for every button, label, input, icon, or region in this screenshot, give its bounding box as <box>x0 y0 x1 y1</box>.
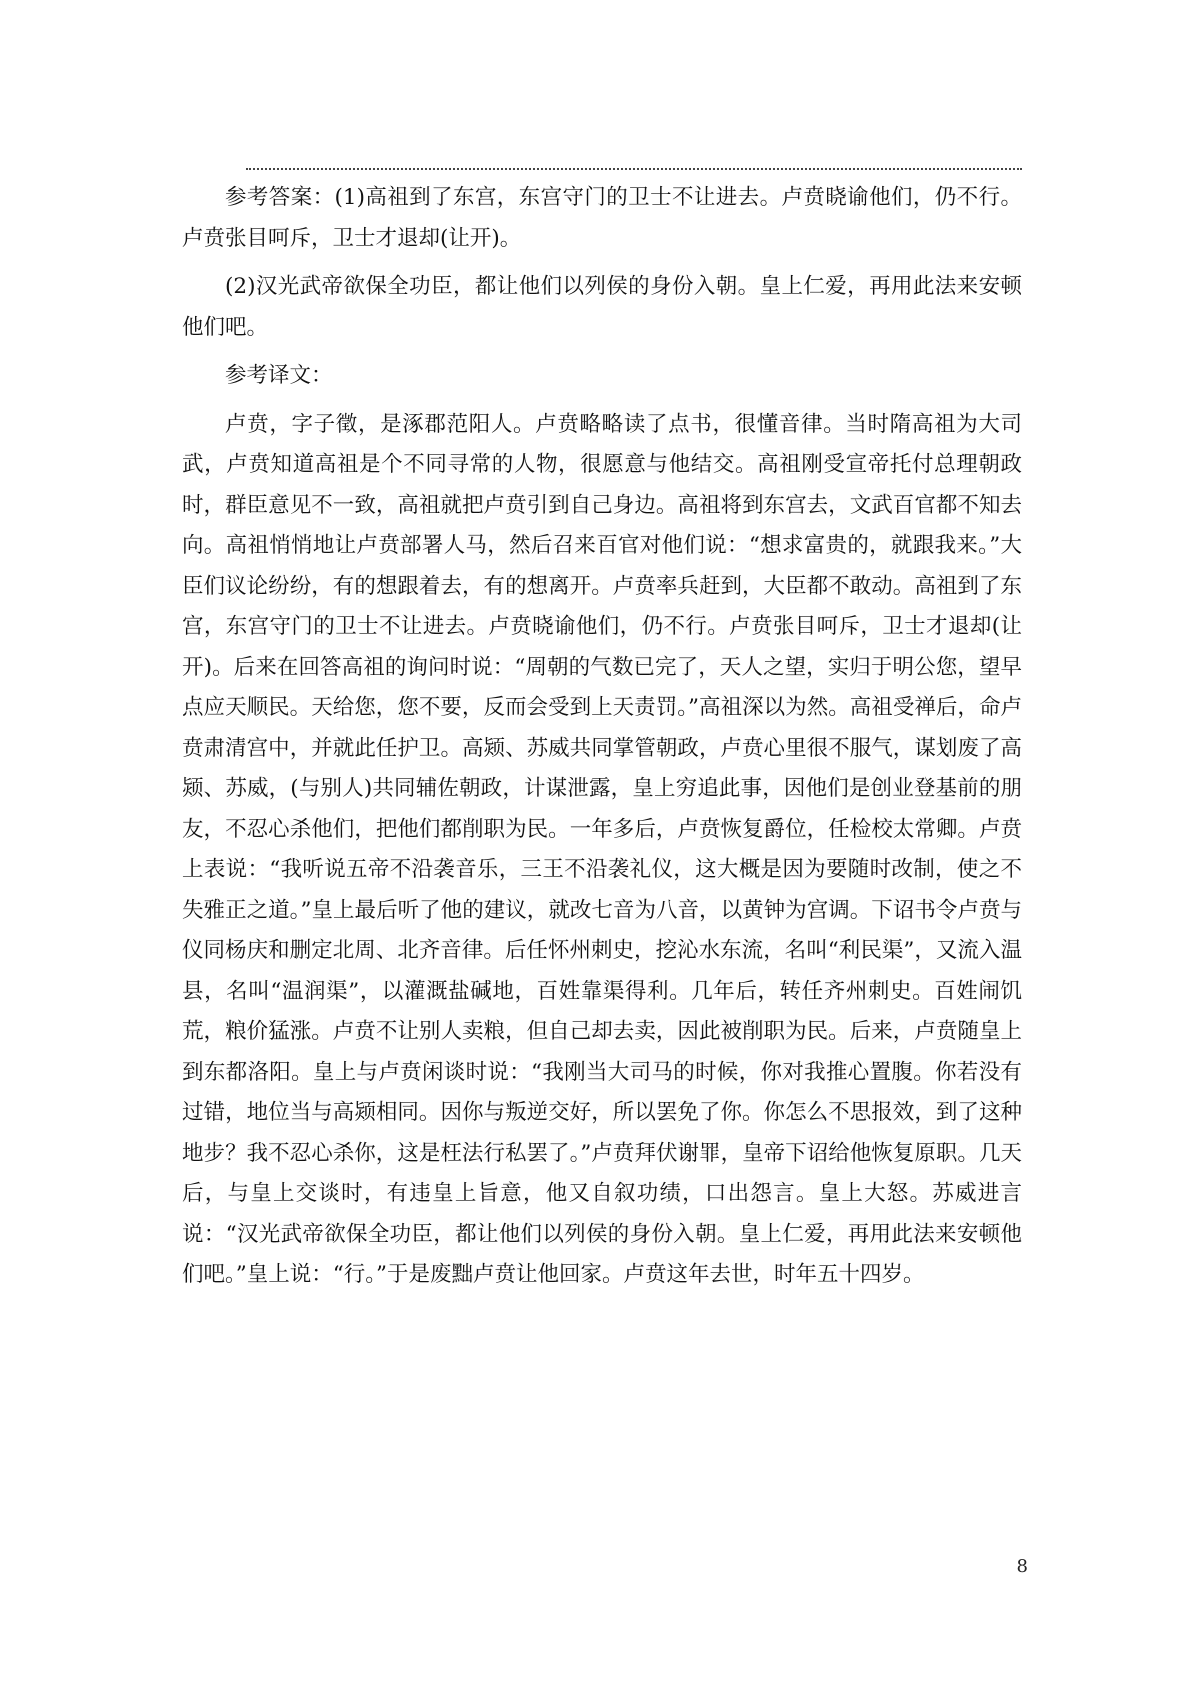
dotted-divider <box>246 168 1022 170</box>
page-number: 8 <box>1016 1556 1028 1577</box>
translation-heading: 参考译文： <box>225 363 333 388</box>
answer-part-1: 参考答案：(1)高祖到了东宫，东宫守门的卫士不让进去。卢贲晓谕他们，仍不行。卢贲张目呵斥，卫士才退却(让开)。 <box>182 185 1022 251</box>
translation-body: 卢贲，字子徵，是涿郡范阳人。卢贲略略读了点书，很懂音律。当时隋高祖为大司武，卢贲知道高祖是个不同寻常的人物，很愿意与他结交。高祖刚受宣帝托付总理朝政时，群臣意见不一致，高祖就把卢贲引到自己身边。高祖将到东宫去，文武百官都不知去向。高祖悄悄地让卢贲部署人马，然后召来百官对他们说：“想求富贵的，就跟我来。”大臣们议论纷纷，有的想跟着去，有的想离开。卢贲率兵赶到，大臣都不敢动。高祖到了东宫，东宫守门的卫士不让进去。卢贲晓谕他们，仍不行。卢贲张目呵斥，卫士才退却(让开)。后来在回答高祖的询问时说：“周朝的气数已完了，天人之望，实归于明公您，望早点应天顺民。天给您，您不要，反而会受到上天责罚。”高祖深以为然。高祖受禅后，命卢贲肃清宫中，并就此任护卫。高颎、苏威共同掌管朝政，卢贲心里很不服气，谋划废了高颎、苏威，(与别人)共同辅佐朝政，计谋泄露，皇上穷追此事，因他们是创业登基前的朋友，不忍心杀他们，把他们都削职为民。一年多后，卢贲恢复爵位，任检校太常卿。卢贲上表说：“我听说五帝不沿袭音乐，三王不沿袭礼仪，这大概是因为要随时改制，使之不失雅正之道。”皇上最后听了他的建议，就改七音为八音，以黄钟为宫调。下诏书令卢贲与仪同杨庆和删定北周、北齐音律。后任怀州刺史，挖沁水东流，名叫“利民渠”，又流入温县，名叫“温润渠”，以灌溉盐碱地，百姓靠渠得利。几年后，转任齐州刺史。百姓闹饥荒，粮价猛涨。卢贲不让别人卖粮，但自己却去卖，因此被削职为民。后来，卢贲随皇上到东都洛阳。皇上与卢贲闲谈时说：“我刚当大司马的时候，你对我推心置腹。你若没有过错，地位当与高颎相同。因你与叛逆交好，所以罢免了你。你怎么不思报效，到了这种地步？我不忍心杀你，这是枉法行私罢了。”卢贲拜伏谢罪，皇帝下诏给他恢复原职。几天后，与皇上交谈时，有违皇上旨意，他又自叙功绩，口出怨言。皇上大怒。苏威进言说：“汉光武帝欲保全功臣，都让他们以列侯的身份入朝。皇上仁爱，再用此法来安顿他们吧。”皇上说：“行。”于是废黜卢贲让他回家。卢贲这年去世，时年五十四岁。 <box>182 411 1022 1287</box>
document-body <box>182 178 1022 1304</box>
answer-part-2: (2)汉光武帝欲保全功臣，都让他们以列侯的身份入朝。皇上仁爱，再用此法来安顿他们吧。 <box>182 274 1022 340</box>
